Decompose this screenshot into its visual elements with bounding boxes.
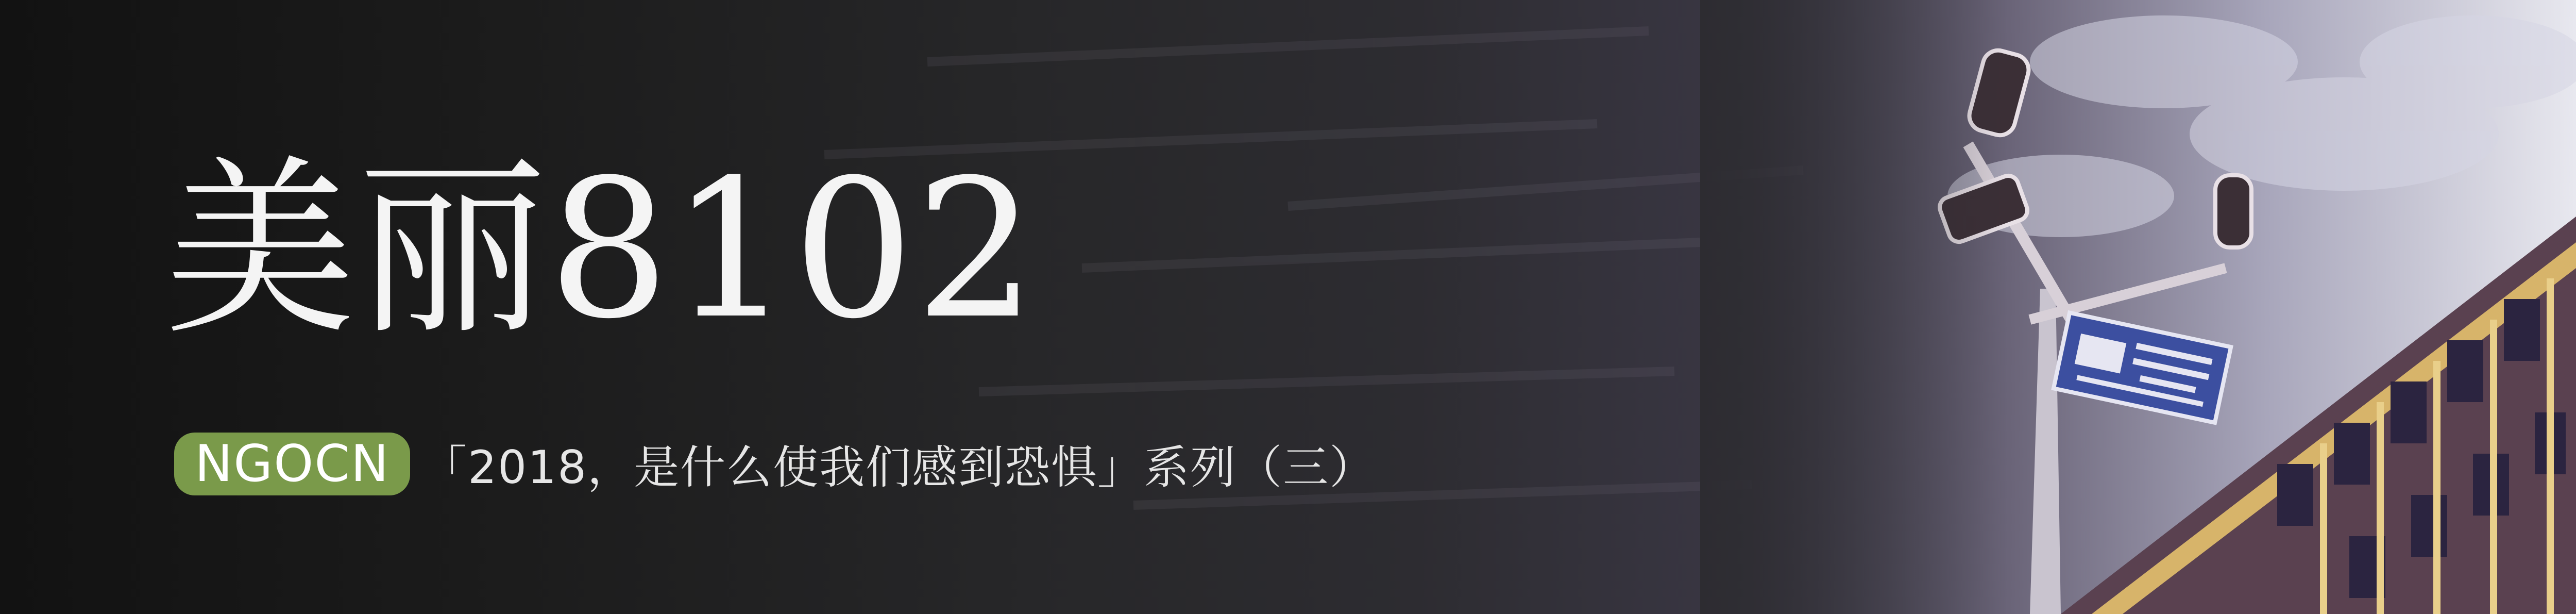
surveillance-camera-building-illustration	[1700, 0, 2576, 614]
subtitle-row	[174, 430, 1376, 497]
ngocn-badge: NGOCN	[174, 433, 410, 495]
series-subtitle: 「2018，是什么使我们感到恐惧」系列（三）	[421, 441, 1376, 494]
banner-title: 美丽8102	[165, 139, 1038, 361]
